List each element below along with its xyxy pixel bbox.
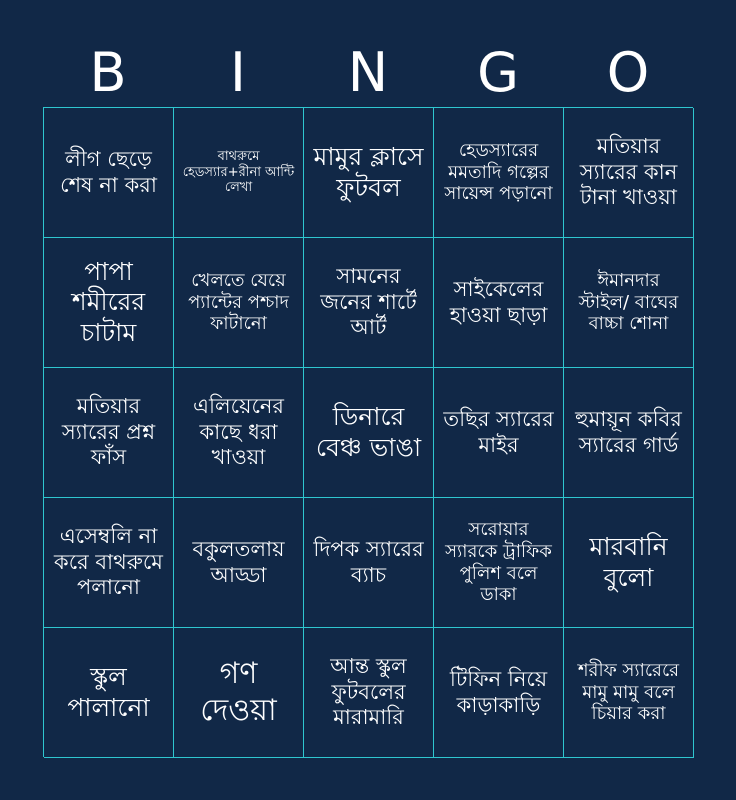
header-letter-o: O: [606, 41, 650, 104]
bingo-cell[interactable]: স্কুল পালানো: [44, 628, 174, 758]
bingo-cell[interactable]: বাথরুমে হেডস্যার+রীনা আন্টি লেখা: [174, 108, 304, 238]
bingo-cell[interactable]: টিফিন নিয়ে কাড়াকাড়ি: [434, 628, 564, 758]
header-letter-g: G: [477, 41, 519, 104]
bingo-cell[interactable]: দিপক স্যারের ব্যাচ: [304, 498, 434, 628]
bingo-cell[interactable]: মতিয়ার স্যারের প্রশ্ন ফাঁস: [44, 368, 174, 498]
bingo-cell[interactable]: তছির স্যারের মাইর: [434, 368, 564, 498]
bingo-cell[interactable]: শরীফ স্যারেরে মামু মামু বলে চিয়ার করা: [564, 628, 694, 758]
header-letter-i: I: [230, 41, 246, 104]
header-letter-b: B: [89, 41, 127, 104]
bingo-cell[interactable]: গণ দেওয়া: [174, 628, 304, 758]
bingo-cell[interactable]: মামুর ক্লাসে ফুটবল: [304, 108, 434, 238]
bingo-cell[interactable]: আন্ত স্কুল ফুটবলের মারামারি: [304, 628, 434, 758]
bingo-cell[interactable]: মারবানি বুলো: [564, 498, 694, 628]
bingo-cell[interactable]: এসেম্বলি না করে বাথরুমে পলানো: [44, 498, 174, 628]
bingo-cell[interactable]: সামনের জনের শার্টে আর্ট: [304, 238, 434, 368]
bingo-cell[interactable]: ঈমানদার স্টাইল/ বাঘের বাচ্চা শোনা: [564, 238, 694, 368]
header-letter-n: N: [347, 41, 389, 104]
bingo-header: [43, 40, 693, 106]
bingo-cell[interactable]: হুমায়ূন কবির স্যারের গার্ড: [564, 368, 694, 498]
bingo-cell[interactable]: সরোয়ার স্যারকে ট্রাফিক পুলিশ বলে ডাকা: [434, 498, 564, 628]
bingo-cell[interactable]: মতিয়ার স্যারের কান টানা খাওয়া: [564, 108, 694, 238]
bingo-cell[interactable]: সাইকেলের হাওয়া ছাড়া: [434, 238, 564, 368]
bingo-cell[interactable]: পাপা শমীরের চাটাম: [44, 238, 174, 368]
bingo-cell[interactable]: এলিয়েনের কাছে ধরা খাওয়া: [174, 368, 304, 498]
bingo-cell[interactable]: বকুলতলায় আড্ডা: [174, 498, 304, 628]
bingo-cell[interactable]: হেডস্যারের মমতাদি গল্পের সায়েন্স পড়ানো: [434, 108, 564, 238]
bingo-board: [43, 107, 693, 757]
bingo-cell[interactable]: লীগ ছেড়ে শেষ না করা: [44, 108, 174, 238]
bingo-cell[interactable]: খেলতে যেয়ে প্যান্টের পশ্চাদ ফাটানো: [174, 238, 304, 368]
bingo-cell[interactable]: ডিনারে বেঞ্চ ভাঙা: [304, 368, 434, 498]
